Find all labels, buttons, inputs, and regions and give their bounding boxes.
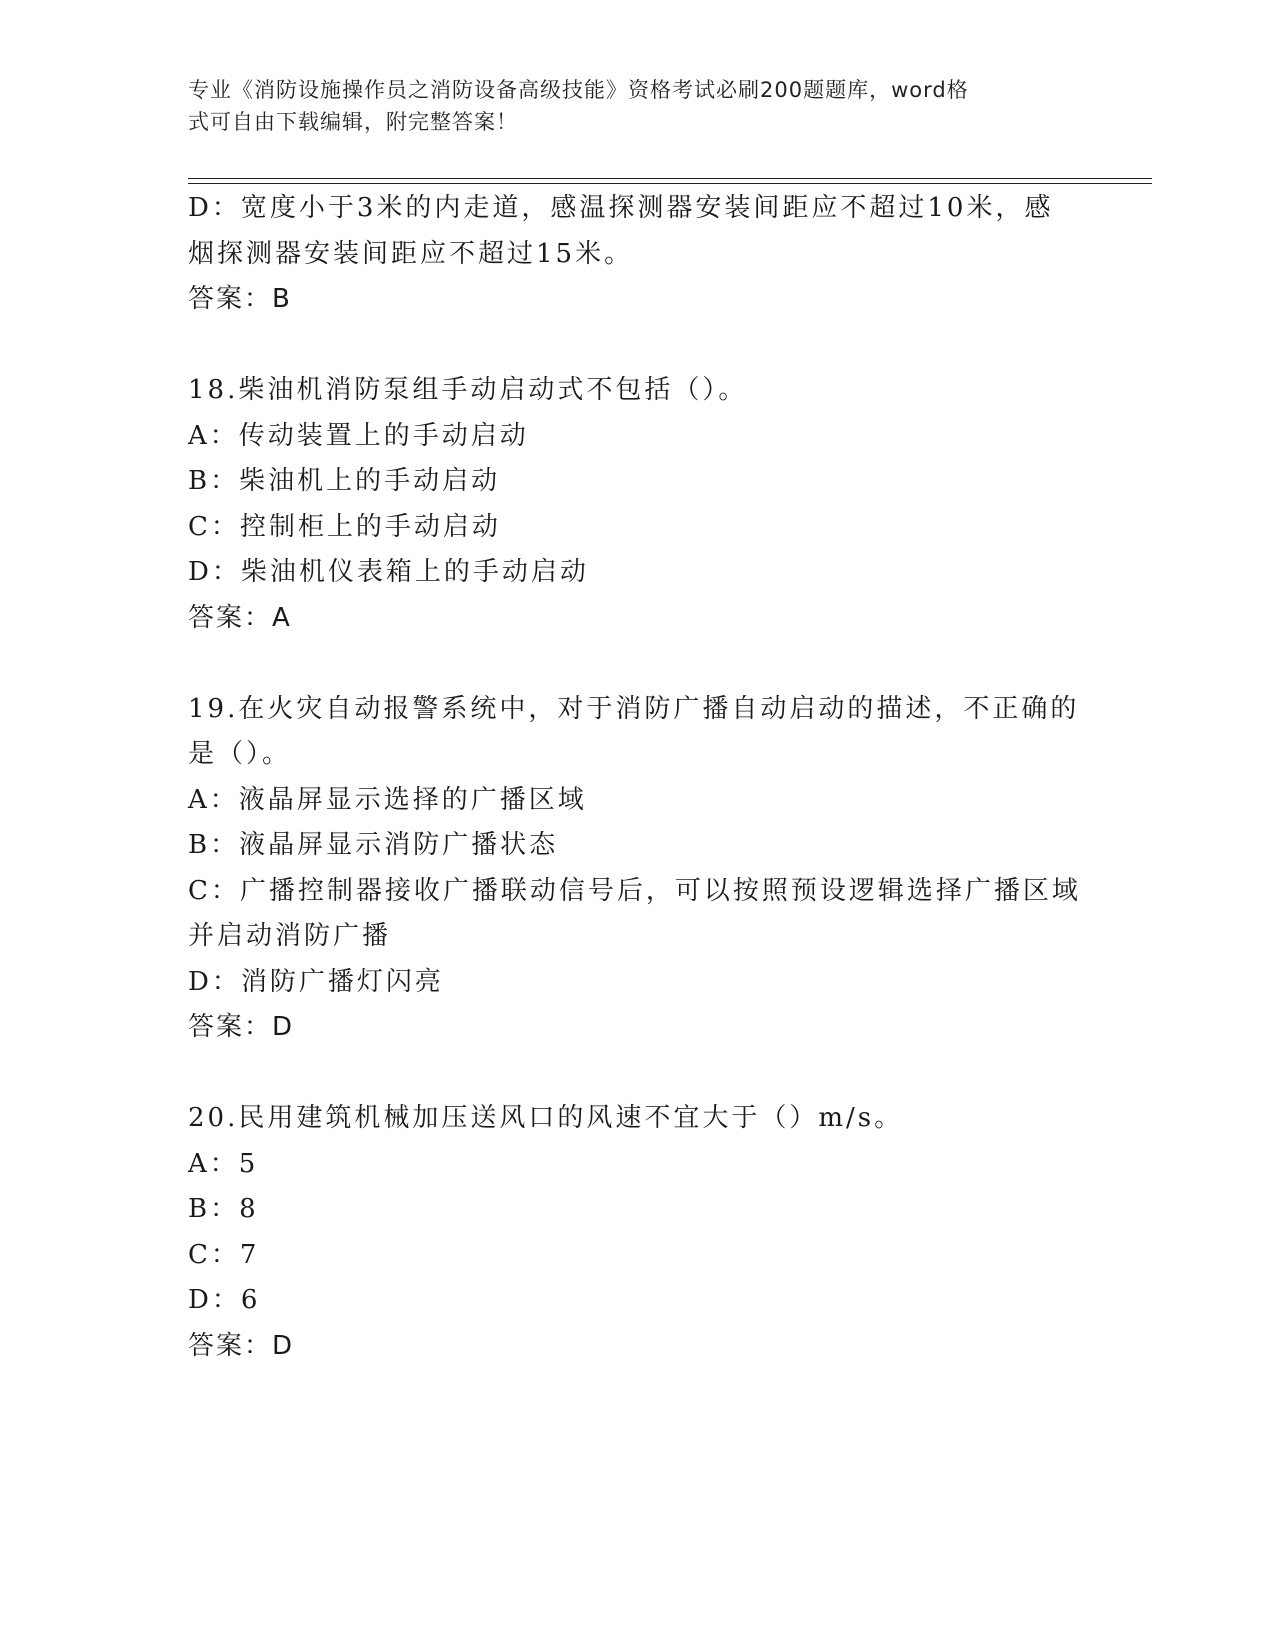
- question-20: [188, 1096, 1088, 1369]
- question-stem: 18.柴油机消防泵组手动启动式不包括（）。: [188, 375, 748, 405]
- spacer: [188, 641, 1088, 687]
- option-c: C：广播控制器接收广播联动信号后，可以按照预设逻辑选择广播区域: [188, 875, 1081, 906]
- option-a: A：液晶屏显示选择的广播区域: [188, 784, 587, 815]
- option-c: C：7: [188, 1239, 260, 1270]
- option-d: D：6: [188, 1285, 261, 1315]
- question-19: [188, 687, 1088, 1051]
- option-d-line: 烟探测器安装间距应不超过15米。: [188, 238, 634, 269]
- header-divider-top: [188, 178, 1152, 179]
- header-line-1: 专业《消防设施操作员之消防设备高级技能》资格考试必刷200题题库，word格: [188, 78, 969, 102]
- answer-line: 答案：B: [188, 284, 292, 314]
- option-c: 并启动消防广播: [188, 921, 392, 951]
- question-18: [188, 368, 1088, 641]
- spacer: [188, 1051, 1088, 1097]
- answer-line: 答案：D: [188, 1012, 295, 1042]
- question-stem: 是（）。: [188, 739, 292, 769]
- previous-question-tail: [188, 186, 1088, 323]
- answer-line: 答案：A: [188, 602, 292, 633]
- question-stem: 20.民用建筑机械加压送风口的风速不宜大于（）m/s。: [188, 1103, 904, 1133]
- option-c: C：控制柜上的手动启动: [188, 511, 501, 542]
- question-list: [188, 186, 1088, 1369]
- question-stem: 19.在火灾自动报警系统中，对于消防广播自动启动的描述，不正确的: [188, 693, 1080, 724]
- option-a: A：5: [188, 1148, 259, 1179]
- option-b: B：液晶屏显示消防广播状态: [188, 830, 559, 860]
- option-d: D：消防广播灯闪亮: [188, 966, 444, 997]
- header-line-2: 式可自由下载编辑，附完整答案！: [188, 110, 518, 134]
- option-d-line: D：宽度小于3米的内走道，感温探测器安装间距应不超过10米，感: [188, 193, 1054, 223]
- option-d: D：柴油机仪表箱上的手动启动: [188, 557, 589, 587]
- option-b: B：8: [188, 1194, 259, 1224]
- answer-line: 答案：D: [188, 1330, 295, 1361]
- option-a: A：传动装置上的手动启动: [188, 420, 529, 451]
- option-b: B：柴油机上的手动启动: [188, 466, 501, 496]
- header-divider-bottom: [188, 183, 1152, 184]
- document-header: [188, 74, 1068, 138]
- spacer: [188, 323, 1088, 369]
